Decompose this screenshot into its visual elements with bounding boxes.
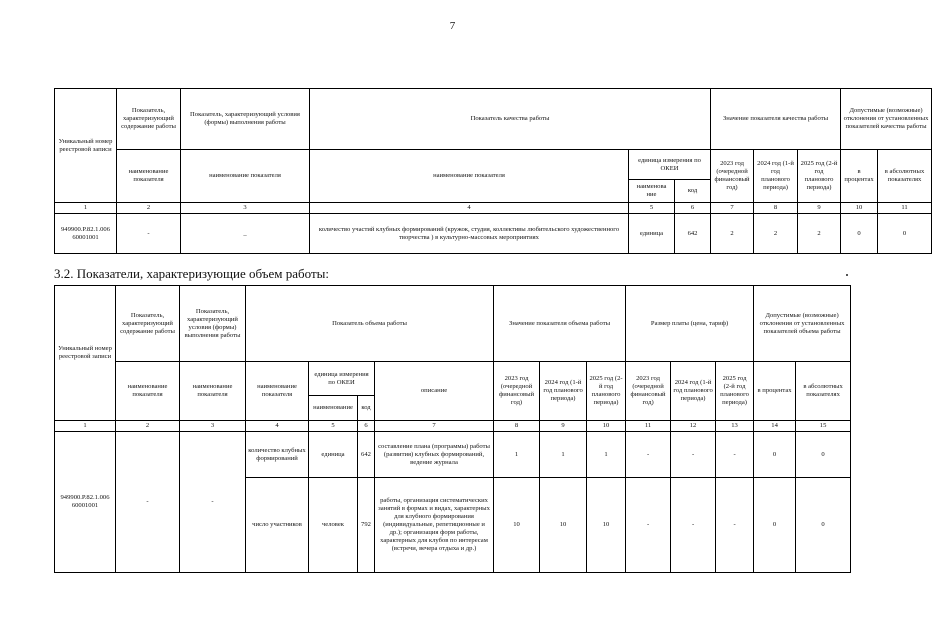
value-2023: 1 [494,432,540,478]
year-2024-header: 2024 год (1-й год планового периода) [754,150,798,203]
conditions-indicator-header: Показатель, характеризующий условия (формы) выполнения работы [181,89,310,150]
year-2025-header: 2025 год (2-й год планового периода) [798,150,841,203]
col-num: 8 [494,421,540,432]
col-num: 6 [358,421,375,432]
conditions-value: - [180,432,246,573]
percent-value: 0 [754,432,796,478]
description-text: работы, организация систематических занятий в формах и видах, характерных для клубного формирования (индивидуальные, репетиционные и др.); организация форм работы, характерных для клубов по интересам (встречи, вечера отдыха и др.) [375,478,494,573]
table-row [55,214,932,254]
content-indicator-header: Показатель, характеризующий содержание работы [116,286,180,362]
unit-code: 642 [675,214,711,254]
pay-2025-header: 2025 год (2-й год планового периода) [716,362,754,421]
year-2025-header: 2025 год (2-й год планового периода) [587,362,626,421]
absolute-header: в абсолютных показателях [796,362,851,421]
unit-okei-header: единица измерения по ОКЕИ [309,362,375,396]
col-num: 10 [841,203,878,214]
col-num: 11 [878,203,932,214]
percent-value: 0 [754,478,796,573]
unit-code-header: код [675,180,711,203]
description-header: описание [375,362,494,421]
value-2025: 1 [587,432,626,478]
col-num: 5 [309,421,358,432]
column-numbers-row [55,203,932,214]
col-num: 3 [180,421,246,432]
percent-value: 0 [841,214,878,254]
quality-value-header: Значение показателя качества работы [711,89,841,150]
quality-name-header: наименование показателя [310,150,629,203]
pay-2024-header: 2024 год (1-й год планового периода) [671,362,716,421]
pay-2024: - [671,478,716,573]
col-num: 4 [310,203,629,214]
volume-indicators-table [54,285,851,573]
col-num: 12 [671,421,716,432]
registry-header: Уникальный номер реестровой записи [55,286,116,421]
unit-code: 642 [358,432,375,478]
content-name-header: наименование показателя [117,150,181,203]
volume-value-header: Значение показателя объема работы [494,286,626,362]
quality-indicator-name: количество участий клубных формирований (кружок, студия, коллективы любительского художественного творчества ) в культурно-массовых мероприятиях [310,214,629,254]
unit-name-header: наименова ние [629,180,675,203]
deviation-header: Допустимые (возможные) отклонения от установленных показателей качества работы [841,89,932,150]
content-value: - [116,432,180,573]
unit-name: единица [629,214,675,254]
value-2023: 10 [494,478,540,573]
col-num: 2 [117,203,181,214]
absolute-header: в абсолютных показателях [878,150,932,203]
col-num: 1 [55,203,117,214]
value-2024: 10 [540,478,587,573]
col-num: 1 [55,421,116,432]
quality-indicators-table [54,88,932,254]
content-name-header: наименование показателя [116,362,180,421]
unit-code-header: код [358,396,375,421]
col-num: 10 [587,421,626,432]
value-2024: 2 [754,214,798,254]
value-2023: 2 [711,214,754,254]
absolute-value: 0 [796,478,851,573]
pay-2025: - [716,432,754,478]
quality-indicator-header: Показатель качества работы [310,89,711,150]
content-indicator-header: Показатель, характеризующий содержание работы [117,89,181,150]
percent-header: в процентах [841,150,878,203]
year-2024-header: 2024 год (1-й год планового периода) [540,362,587,421]
content-value: - [117,214,181,254]
absolute-value: 0 [796,432,851,478]
payment-header: Размер платы (цена, тариф) [626,286,754,362]
volume-indicator-header: Показатель объема работы [246,286,494,362]
col-num: 6 [675,203,711,214]
value-2024: 1 [540,432,587,478]
col-num: 2 [116,421,180,432]
col-num: 4 [246,421,309,432]
absolute-value: 0 [878,214,932,254]
conditions-name-header: наименование показателя [181,150,310,203]
volume-indicator-name: число участников [246,478,309,573]
col-num: 7 [711,203,754,214]
conditions-indicator-header: Показатель, характеризующий условия (формы) выполнения работы [180,286,246,362]
col-num: 14 [754,421,796,432]
percent-header: в процентах [754,362,796,421]
description-text: составление плана (программы) работы (развития) клубных формирований, ведение журнала [375,432,494,478]
pay-2023-header: 2023 год (очередной финансовый год) [626,362,671,421]
section-title: 3.2. Показатели, характеризующие объем работы: [54,266,329,281]
unit-okei-header: единица измерения по ОКЕИ [629,150,711,180]
unit-code: 792 [358,478,375,573]
col-num: 9 [798,203,841,214]
deviation-header: Допустимые (возможные) отклонения от установленных показателей объема работы [754,286,851,362]
col-num: 5 [629,203,675,214]
col-num: 7 [375,421,494,432]
col-num: 15 [796,421,851,432]
table-row [55,432,851,478]
column-numbers-row [55,421,851,432]
col-num: 3 [181,203,310,214]
col-num: 9 [540,421,587,432]
conditions-value: _ [181,214,310,254]
col-num: 13 [716,421,754,432]
col-num: 8 [754,203,798,214]
page-number: 7 [449,20,456,32]
pay-2025: - [716,478,754,573]
unit-name: человек [309,478,358,573]
pay-2023: - [626,432,671,478]
unit-name: единица [309,432,358,478]
year-2023-header: 2023 год (очередной финансовый год) [494,362,540,421]
conditions-name-header: наименование показателя [180,362,246,421]
volume-indicator-name: количество клубных формирований [246,432,309,478]
value-2025: 2 [798,214,841,254]
pay-2024: - [671,432,716,478]
value-2025: 10 [587,478,626,573]
scan-speck [846,274,848,276]
year-2023-header: 2023 год (очередной финансовый год) [711,150,754,203]
col-num: 11 [626,421,671,432]
registry-header: Уникальный номер реестровой записи [55,89,117,203]
pay-2023: - [626,478,671,573]
volume-name-header: наименование показателя [246,362,309,421]
registry-number: 949900.Р.82.1.006 60001001 [55,214,117,254]
unit-name-header: наименование [309,396,358,421]
registry-number: 949900.Р.82.1.006 60001001 [55,432,116,573]
